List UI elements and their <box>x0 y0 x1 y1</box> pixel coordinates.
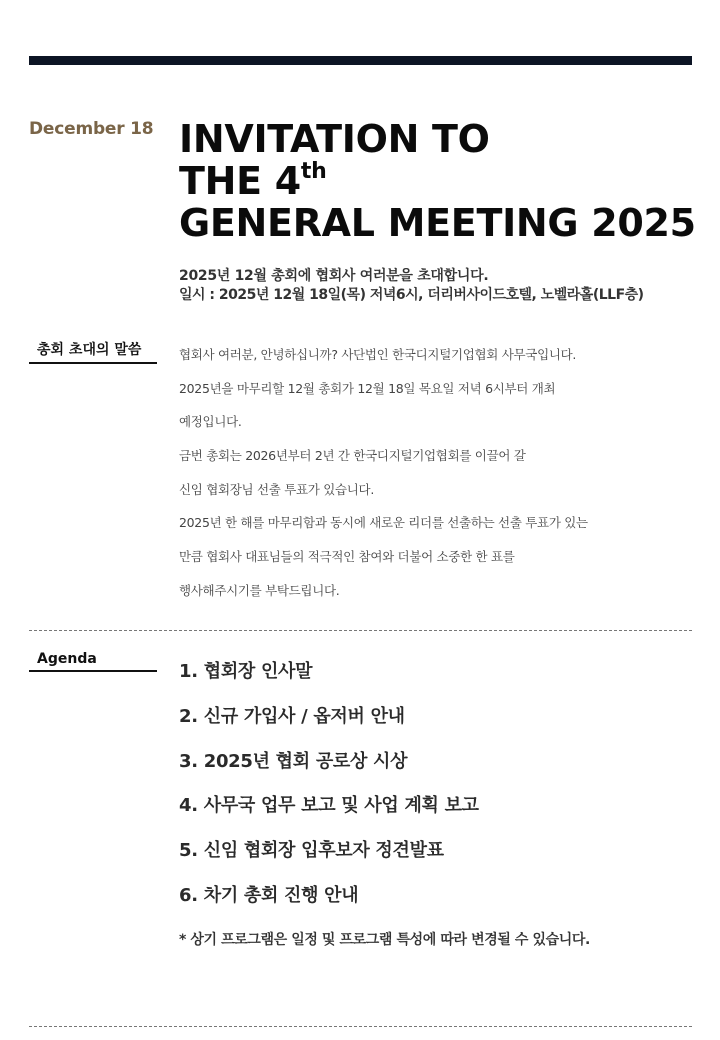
agenda-note: * 상기 프로그램은 일정 및 프로그램 특성에 따라 변경될 수 있습니다. <box>179 932 590 948</box>
greeting-body <box>179 342 699 612</box>
title-line-2 <box>179 160 696 202</box>
greeting-line: 예정입니다. <box>179 414 242 430</box>
greeting-line: 금번 총회는 2026년부터 2년 간 한국디지털기업협회를 이끌어 갈 <box>179 448 526 464</box>
invitation-subtitle: 2025년 12월 총회에 협회사 여러분을 초대합니다. <box>179 268 489 284</box>
section-divider <box>29 630 692 631</box>
agenda-item: 3. 2025년 협회 공로상 시상 <box>179 750 408 772</box>
title-ordinal-suffix: th <box>300 159 327 184</box>
page-title <box>179 118 696 244</box>
event-date: December 18 <box>29 119 154 139</box>
agenda-list <box>179 656 479 925</box>
greeting-label-text: 총회 초대의 말씀 <box>37 342 142 358</box>
greeting-line: 만큼 협회사 대표님들의 적극적인 참여와 더불어 소중한 한 표를 <box>179 549 515 565</box>
title-line-2-text: THE 4 <box>179 159 301 203</box>
agenda-label-text: Agenda <box>37 651 97 667</box>
greeting-line: 2025년을 마무리할 12월 총회가 12월 18일 목요일 저녁 6시부터 개최 <box>179 380 556 396</box>
event-details: 일시 : 2025년 12월 18일(목) 저녁6시, 더리버사이드호텔, 노벨라홀(LLF층) <box>179 287 644 303</box>
title-line-1: INVITATION TO <box>179 117 490 161</box>
greeting-line: 행사해주시기를 부탁드립니다. <box>179 582 340 598</box>
greeting-line: 협회사 여러분, 안녕하십니까? 사단법인 한국디지털기업협회 사무국입니다. <box>179 347 577 362</box>
agenda-item: 4. 사무국 업무 보고 및 사업 계획 보고 <box>179 795 479 817</box>
greeting-line: 2025년 한 해를 마무리함과 동시에 새로운 리더를 선출하는 선출 투표가 있는 <box>179 515 588 531</box>
agenda-section-label <box>29 651 157 672</box>
agenda-item: 5. 신임 협회장 입후보자 정견발표 <box>179 840 444 862</box>
greeting-section-label <box>29 339 157 364</box>
agenda-item: 2. 신규 가입사 / 옵저버 안내 <box>179 705 405 727</box>
greeting-line: 신임 협회장님 선출 투표가 있습니다. <box>179 481 374 497</box>
title-line-3: GENERAL MEETING 2025 <box>179 201 696 245</box>
agenda-item: 1. 협회장 인사말 <box>179 661 313 682</box>
bottom-divider <box>29 1026 692 1027</box>
top-accent-bar <box>29 56 692 65</box>
agenda-item: 6. 차기 총회 진행 안내 <box>179 884 359 906</box>
